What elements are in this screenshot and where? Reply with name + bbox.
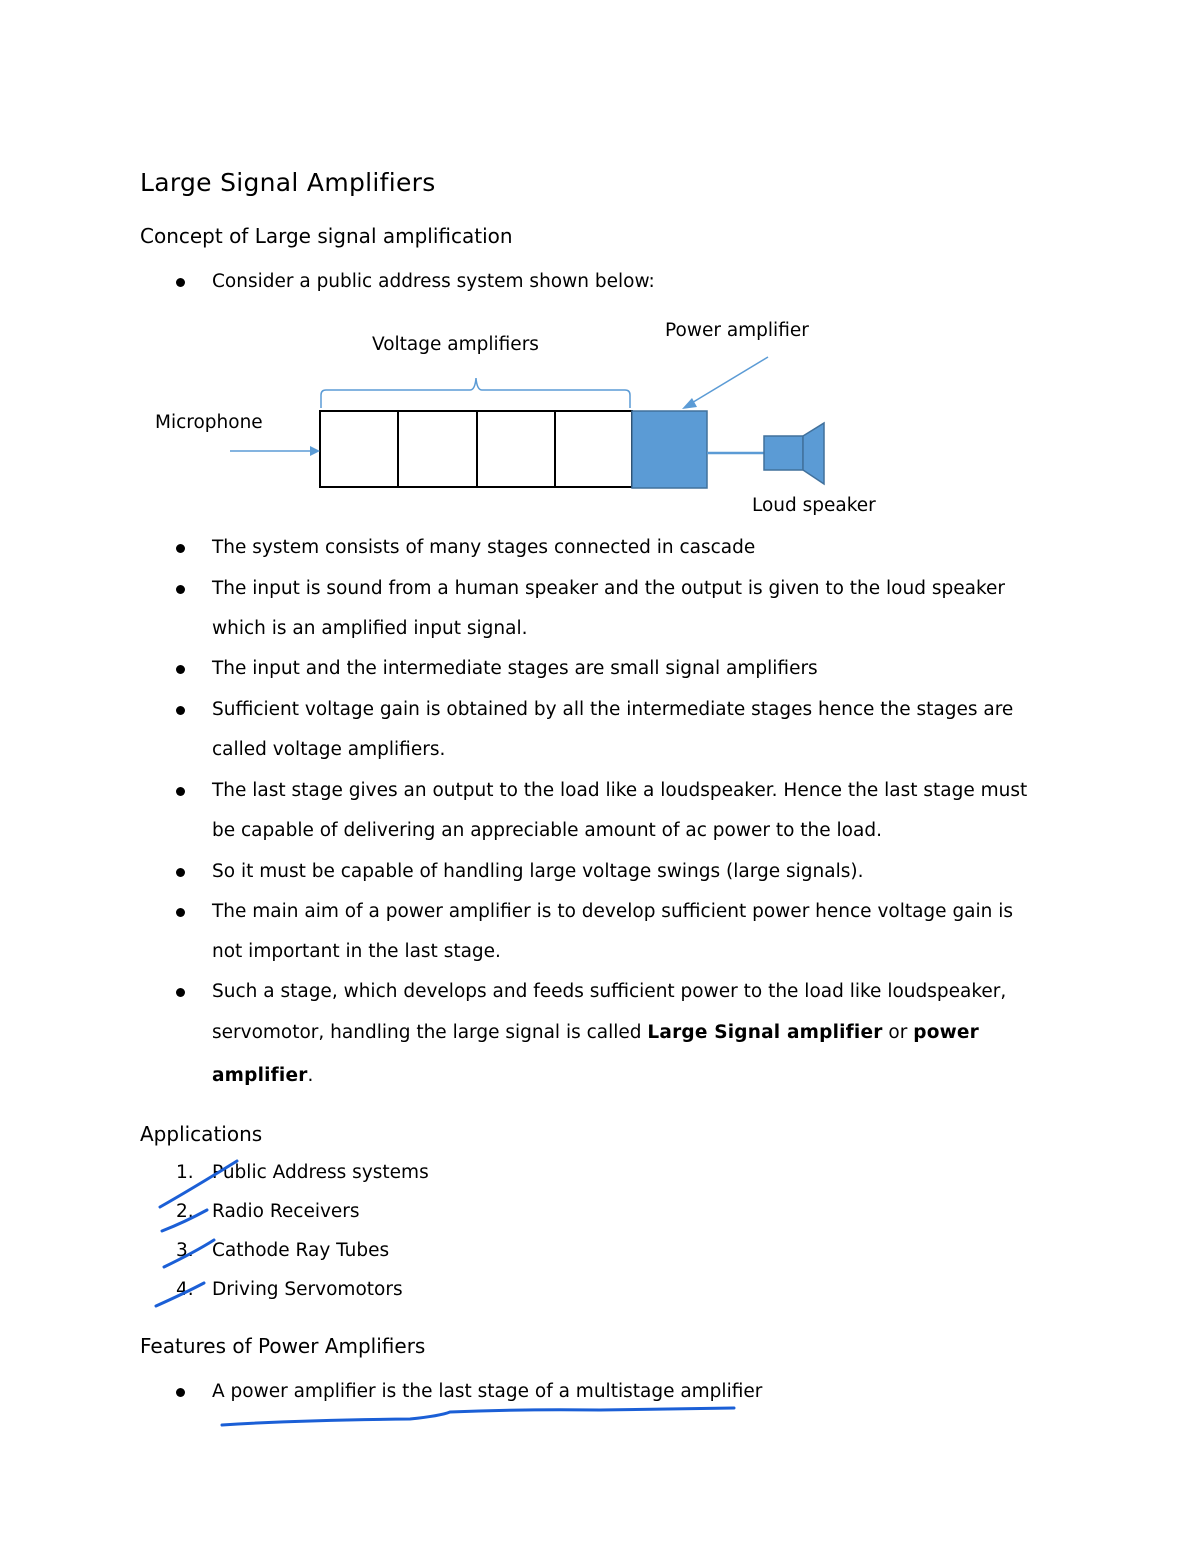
intro-bullet-text: Consider a public address system shown below: <box>212 271 655 292</box>
underline-annotation <box>222 1408 734 1425</box>
loud-speaker-label: Loud speaker <box>752 495 876 516</box>
application-item: Radio Receivers <box>212 1201 360 1222</box>
bullet-1-line-1: The system consists of many stages connected in cascade <box>212 537 756 558</box>
bullet-5-line-1: The last stage gives an output to the load like a loudspeaker. Hence the last stage must <box>212 779 1028 801</box>
microphone-label: Microphone <box>155 412 263 433</box>
page-title: Large Signal Amplifiers <box>140 168 436 197</box>
final-bullet-or: or <box>888 1022 908 1043</box>
check-mark-3 <box>164 1240 214 1267</box>
check-mark-4 <box>156 1283 204 1306</box>
section-heading-features: Features of Power Amplifiers <box>140 1334 426 1358</box>
bullet-2-line-1: The input is sound from a human speaker and the output is given to the loud speaker <box>212 577 1005 599</box>
features-bullet-text: A power amplifier is the last stage of a multistage amplifier <box>212 1381 763 1402</box>
voltage-amplifiers-label: Voltage amplifiers <box>372 334 539 355</box>
bullet-7-line-1: The main aim of a power amplifier is to develop sufficient power hence voltage gain is <box>212 901 1014 923</box>
bullet-7-line-2: not important in the last stage. <box>212 941 501 963</box>
application-number: 3. <box>176 1240 194 1261</box>
bullet-4-line-1: Sufficient voltage gain is obtained by all the intermediate stages hence the stages are <box>212 699 1014 721</box>
final-bullet-text: servomotor, handling the large signal is called <box>212 1022 642 1043</box>
bullet-5-line-2: be capable of delivering an appreciable amount of ac power to the load. <box>212 819 882 841</box>
final-bullet-line1: Such a stage, which develops and feeds sufficient power to the load like loudspeaker, <box>212 981 1007 1002</box>
bold-term-amplifier: amplifier <box>212 1065 308 1086</box>
application-number: 4. <box>176 1279 194 1300</box>
application-number: 2. <box>176 1201 194 1222</box>
section-heading-concept: Concept of Large signal amplification <box>140 224 513 248</box>
bullet-6-line-1: So it must be capable of handling large voltage swings (large signals). <box>212 860 864 882</box>
bullet-3-line-1: The input and the intermediate stages are small signal amplifiers <box>212 658 818 680</box>
bullet-2-line-2: which is an amplified input signal. <box>212 617 528 639</box>
bold-term-large-signal-amplifier: Large Signal amplifier <box>647 1022 883 1043</box>
section-heading-applications: Applications <box>140 1122 263 1146</box>
application-item: Cathode Ray Tubes <box>212 1240 390 1261</box>
final-bullet-end: . <box>307 1065 314 1086</box>
bold-term-power: power <box>913 1022 979 1043</box>
bullet-4-line-2: called voltage amplifiers. <box>212 739 446 761</box>
check-mark-2 <box>162 1210 207 1231</box>
application-number: 1. <box>176 1162 194 1183</box>
check-mark-1 <box>160 1161 237 1207</box>
application-item: Driving Servomotors <box>212 1279 403 1300</box>
application-item: Public Address systems <box>212 1162 429 1183</box>
power-amplifier-label: Power amplifier <box>665 320 809 341</box>
